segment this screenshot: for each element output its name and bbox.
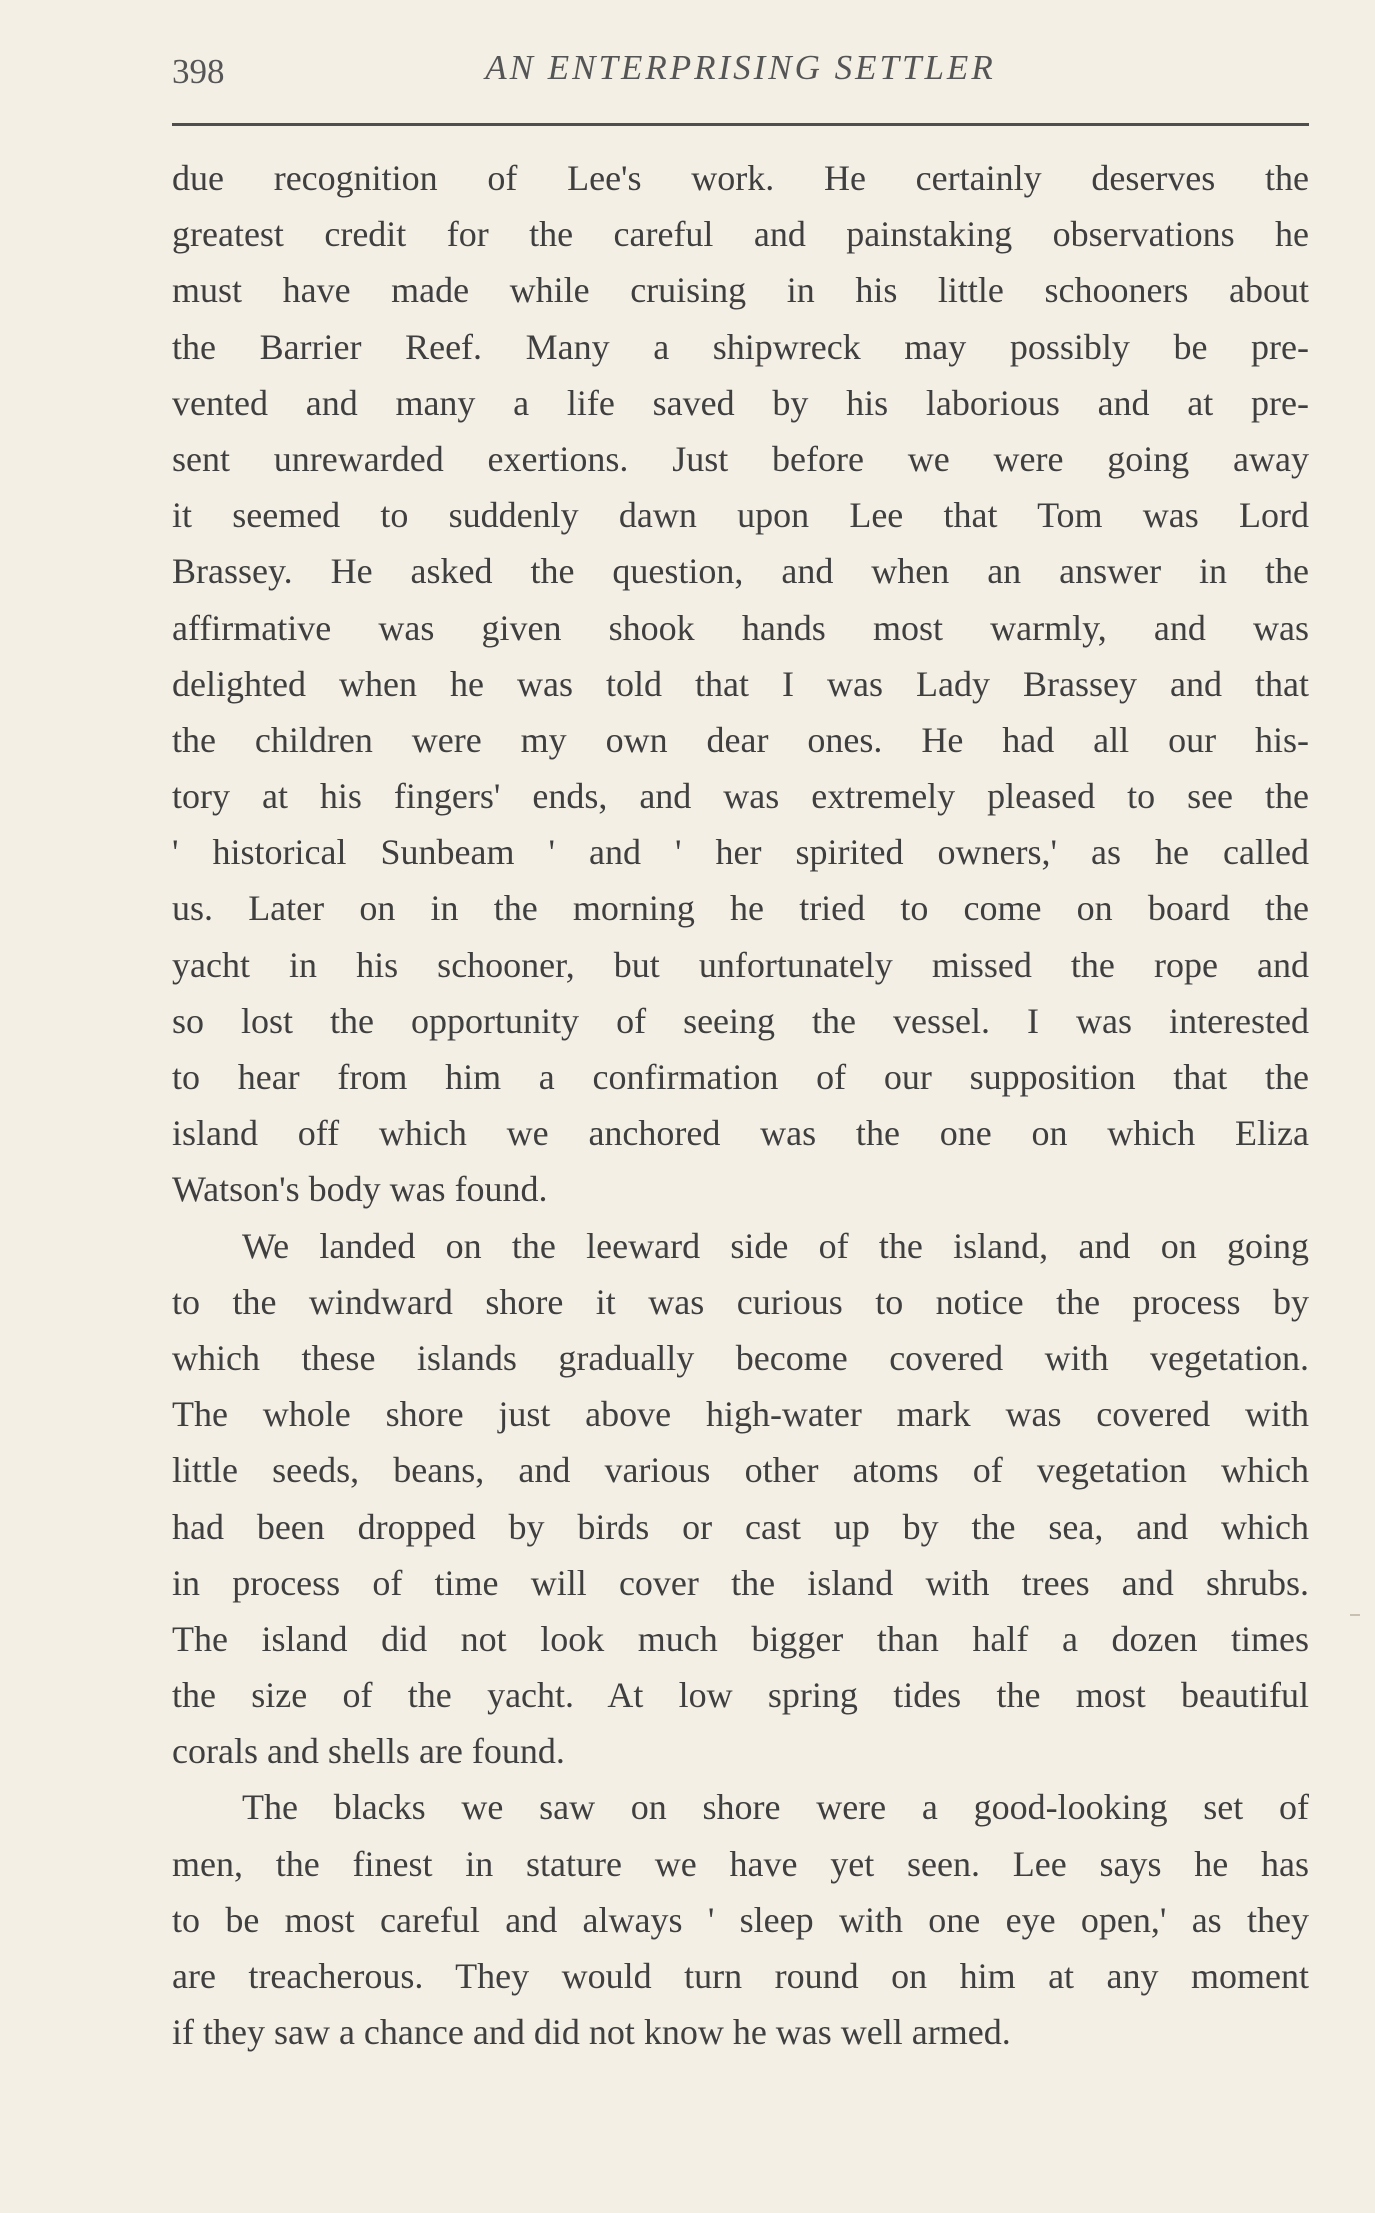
scan-edge-mark <box>1350 1614 1360 1616</box>
text-line: The island did not look much bigger than half a dozen times <box>172 1618 1309 1659</box>
text-line: Watson's body was found. <box>172 1169 548 1210</box>
text-line: the children were my own dear ones. He had all our his- <box>172 719 1309 760</box>
text-line: corals and shells are found. <box>172 1731 565 1772</box>
text-line: to hear from him a confirmation of our supposition that the <box>172 1057 1309 1097</box>
text-line: vented and many a life saved by his laborious and at pre- <box>172 382 1309 423</box>
text-line: affirmative was given shook hands most warmly, and was <box>172 607 1309 648</box>
text-line: delighted when he was told that I was Lady Brassey and that <box>172 663 1309 704</box>
text-line: it seemed to suddenly dawn upon Lee that Tom was Lord <box>172 495 1309 536</box>
text-line: ' historical Sunbeam ' and ' her spirited owners,' as he called <box>172 832 1309 873</box>
text-line: which these islands gradually become covered with vegetation. <box>172 1337 1309 1378</box>
paragraph-first-line: The blacks we saw on shore were a good-looking set of <box>242 1787 1309 1828</box>
text-line: us. Later on in the morning he tried to come on board the <box>172 888 1309 929</box>
text-line: men, the finest in stature we have yet seen. Lee says he has <box>172 1843 1309 1884</box>
text-line: sent unrewarded exertions. Just before we were going away <box>172 438 1309 479</box>
text-line: the size of the yacht. At low spring tides the most beautiful <box>172 1675 1309 1716</box>
text-line: to the windward shore it was curious to notice the process by <box>172 1281 1309 1322</box>
text-line: must have made while cruising in his little schooners about <box>172 270 1309 311</box>
text-line: island off which we anchored was the one on which Eliza <box>172 1113 1309 1154</box>
text-line: Brassey. He asked the question, and when an answer in the <box>172 551 1309 592</box>
text-line: to be most careful and always ' sleep with one eye open,' as they <box>172 1899 1309 1940</box>
text-line: tory at his fingers' ends, and was extremely pleased to see the <box>172 776 1309 817</box>
page-number: 398 <box>172 52 225 91</box>
text-line: little seeds, beans, and various other atoms of vegetation which <box>172 1450 1309 1491</box>
page-header <box>172 44 1309 104</box>
text-line: due recognition of Lee's work. He certainly deserves the <box>172 158 1309 198</box>
text-line: if they saw a chance and did not know he was well armed. <box>172 2012 1011 2053</box>
text-line: the Barrier Reef. Many a shipwreck may possibly be pre- <box>172 326 1309 367</box>
text-line: had been dropped by birds or cast up by the sea, and which <box>172 1506 1309 1547</box>
text-line: are treacherous. They would turn round on him at any moment <box>172 1956 1309 1996</box>
text-line: in process of time will cover the island with trees and shrubs. <box>172 1562 1309 1603</box>
body-text <box>172 150 1309 2060</box>
text-line: yacht in his schooner, but unfortunately missed the rope and <box>172 944 1309 985</box>
text-line: greatest credit for the careful and painstaking observations he <box>172 214 1309 255</box>
text-line: The whole shore just above high-water mark was covered with <box>172 1394 1309 1435</box>
paragraph-first-line: We landed on the leeward side of the island, and on going <box>242 1225 1309 1266</box>
running-head: AN ENTERPRISING SETTLER <box>485 48 996 87</box>
header-rule <box>172 123 1309 126</box>
text-line: so lost the opportunity of seeing the vessel. I was interested <box>172 1000 1309 1041</box>
